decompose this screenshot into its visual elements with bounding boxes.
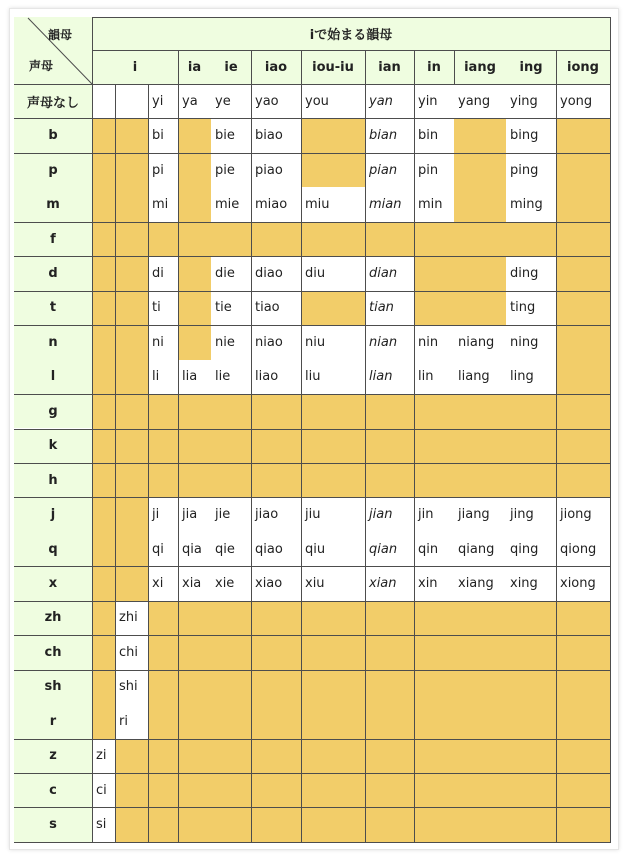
syllable-cell: ding	[506, 256, 556, 290]
initial-label-12: j	[14, 497, 92, 531]
syllable-cell: you	[301, 84, 365, 118]
syllable-cell: qi	[148, 532, 178, 566]
syllable-cell: liang	[454, 360, 506, 394]
syllable-cell: pian	[365, 153, 414, 187]
syllable-cell: bin	[414, 118, 454, 152]
syllable-cell: ci	[92, 773, 115, 807]
syllable-cell: zhi	[115, 601, 148, 635]
syllable-cell: ping	[506, 153, 556, 187]
grid-line	[14, 118, 611, 119]
syllable-cell: yi	[148, 84, 178, 118]
grid-line	[14, 429, 611, 430]
syllable-cell: nie	[211, 325, 251, 359]
syllable-cell: xie	[211, 566, 251, 600]
syllable-cell: jing	[506, 497, 556, 531]
initial-label-14: x	[14, 566, 92, 600]
grid-line	[14, 566, 611, 567]
initial-label-20: c	[14, 773, 92, 807]
initial-label-2: p	[14, 153, 92, 187]
syllable-cell: miao	[251, 187, 301, 221]
grid-line	[14, 463, 611, 464]
initial-label-21: s	[14, 807, 92, 841]
corner-initial-label: 声母	[29, 59, 54, 73]
syllable-cell: niu	[301, 325, 365, 359]
initial-label-18: r	[14, 704, 92, 738]
syllable-cell: qie	[211, 532, 251, 566]
syllable-cell: qiu	[301, 532, 365, 566]
grid-line	[454, 50, 455, 85]
syllable-cell: ting	[506, 291, 556, 325]
blank-cell	[92, 84, 115, 118]
grid-line	[14, 394, 611, 395]
syllable-cell: mian	[365, 187, 414, 221]
syllable-cell: xiu	[301, 566, 365, 600]
syllable-cell: bie	[211, 118, 251, 152]
syllable-cell: yao	[251, 84, 301, 118]
syllable-cell: bian	[365, 118, 414, 152]
syllable-cell: yin	[414, 84, 454, 118]
grid-line	[14, 739, 611, 740]
syllable-cell: ji	[148, 497, 178, 531]
syllable-cell: pie	[211, 153, 251, 187]
syllable-cell: bi	[148, 118, 178, 152]
syllable-cell: diao	[251, 256, 301, 290]
syllable-cell: xiang	[454, 566, 506, 600]
syllable-cell: lian	[365, 360, 414, 394]
syllable-cell: nian	[365, 325, 414, 359]
syllable-cell: liu	[301, 360, 365, 394]
syllable-cell: xia	[178, 566, 211, 600]
initial-label-3: m	[14, 187, 92, 221]
syllable-cell: qin	[414, 532, 454, 566]
initial-label-9: g	[14, 394, 92, 428]
grid-line	[365, 84, 366, 843]
syllable-cell: qiang	[454, 532, 506, 566]
final-header-ie: ie	[211, 50, 251, 84]
grid-line	[365, 50, 366, 85]
corner-cell	[14, 17, 92, 84]
initial-label-0: 声母なし	[14, 84, 92, 118]
syllable-cell: ying	[506, 84, 556, 118]
grid-line	[92, 50, 611, 51]
final-header-ia: ia	[178, 50, 211, 84]
syllable-cell: dian	[365, 256, 414, 290]
grid-line	[14, 807, 611, 808]
grid-line	[610, 17, 611, 843]
syllable-cell: lia	[178, 360, 211, 394]
syllable-cell: si	[92, 807, 115, 841]
syllable-cell: xiong	[556, 566, 610, 600]
syllable-cell: xin	[414, 566, 454, 600]
initial-label-4: f	[14, 222, 92, 256]
syllable-cell: jia	[178, 497, 211, 531]
syllable-cell: yong	[556, 84, 610, 118]
syllable-cell: qiong	[556, 532, 610, 566]
grid-line	[148, 84, 149, 843]
syllable-cell: liao	[251, 360, 301, 394]
syllable-cell: biao	[251, 118, 301, 152]
syllable-cell: jiao	[251, 497, 301, 531]
initial-label-13: q	[14, 532, 92, 566]
syllable-cell: mie	[211, 187, 251, 221]
syllable-cell: die	[211, 256, 251, 290]
grid-line	[14, 497, 611, 498]
final-header-i: i	[92, 50, 178, 84]
initial-label-17: sh	[14, 670, 92, 704]
syllable-cell: qian	[365, 532, 414, 566]
initial-label-5: d	[14, 256, 92, 290]
grid-line	[414, 50, 415, 85]
grid-line	[92, 17, 93, 85]
syllable-cell: jiu	[301, 497, 365, 531]
final-header-iang: iang	[454, 50, 506, 84]
grid-line	[178, 50, 179, 85]
initial-label-7: n	[14, 325, 92, 359]
syllable-cell: ye	[211, 84, 251, 118]
grid-line	[92, 84, 93, 843]
syllable-cell: ning	[506, 325, 556, 359]
initial-label-19: z	[14, 739, 92, 773]
syllable-cell: ti	[148, 291, 178, 325]
syllable-cell: tiao	[251, 291, 301, 325]
syllable-cell: shi	[115, 670, 148, 704]
initial-label-16: ch	[14, 635, 92, 669]
grid-line	[251, 50, 252, 85]
grid-line	[14, 256, 611, 257]
grid-line	[14, 325, 611, 326]
initial-label-6: t	[14, 291, 92, 325]
final-header-iouiu: iou-iu	[301, 50, 365, 84]
syllable-cell: jiang	[454, 497, 506, 531]
syllable-cell: ya	[178, 84, 211, 118]
syllable-cell: tian	[365, 291, 414, 325]
syllable-cell: lin	[414, 360, 454, 394]
syllable-cell: jiong	[556, 497, 610, 531]
syllable-cell: jie	[211, 497, 251, 531]
syllable-cell: pi	[148, 153, 178, 187]
grid-line	[14, 635, 611, 636]
syllable-cell: ling	[506, 360, 556, 394]
blank-cell	[115, 84, 148, 118]
initial-label-8: l	[14, 360, 92, 394]
syllable-cell: bing	[506, 118, 556, 152]
grid-line	[14, 842, 611, 843]
syllable-cell: qia	[178, 532, 211, 566]
grid-line	[115, 84, 116, 843]
syllable-cell: yang	[454, 84, 506, 118]
syllable-cell: min	[414, 187, 454, 221]
initial-label-1: b	[14, 118, 92, 152]
group-header: iで始まる韻母	[92, 17, 610, 50]
syllable-cell: ni	[148, 325, 178, 359]
final-header-iao: iao	[251, 50, 301, 84]
syllable-cell: miu	[301, 187, 365, 221]
syllable-cell: lie	[211, 360, 251, 394]
grid-line	[556, 84, 557, 843]
syllable-cell: di	[148, 256, 178, 290]
syllable-cell: pin	[414, 153, 454, 187]
grid-line	[14, 601, 611, 602]
corner-final-label: 韻母	[48, 28, 73, 42]
syllable-cell: qiao	[251, 532, 301, 566]
final-header-ing: ing	[506, 50, 556, 84]
syllable-cell: piao	[251, 153, 301, 187]
syllable-cell: jin	[414, 497, 454, 531]
syllable-cell: diu	[301, 256, 365, 290]
grid-line	[14, 153, 611, 154]
syllable-cell: mi	[148, 187, 178, 221]
grid-line	[14, 222, 611, 223]
grid-line	[14, 84, 611, 85]
syllable-cell: ri	[115, 704, 148, 738]
initial-label-15: zh	[14, 601, 92, 635]
syllable-cell: xiao	[251, 566, 301, 600]
final-header-iong: iong	[556, 50, 610, 84]
initial-label-10: k	[14, 429, 92, 463]
grid-line	[301, 50, 302, 85]
syllable-cell: niang	[454, 325, 506, 359]
final-header-ian: ian	[365, 50, 414, 84]
grid-line	[556, 50, 557, 85]
syllable-cell: li	[148, 360, 178, 394]
syllable-cell: nin	[414, 325, 454, 359]
grid-line	[92, 17, 611, 18]
syllable-cell: chi	[115, 635, 148, 669]
syllable-cell: zi	[92, 739, 115, 773]
pinyin-table	[14, 17, 610, 840]
syllable-cell: xi	[148, 566, 178, 600]
syllable-cell: xian	[365, 566, 414, 600]
syllable-cell: tie	[211, 291, 251, 325]
grid-line	[301, 84, 302, 843]
grid-line	[178, 84, 179, 843]
grid-line	[14, 773, 611, 774]
syllable-cell: ming	[506, 187, 556, 221]
grid-line	[251, 84, 252, 843]
final-header-in: in	[414, 50, 454, 84]
syllable-cell: jian	[365, 497, 414, 531]
grid-line	[14, 670, 611, 671]
grid-line	[14, 291, 611, 292]
syllable-cell: niao	[251, 325, 301, 359]
syllable-cell: qing	[506, 532, 556, 566]
syllable-cell: xing	[506, 566, 556, 600]
syllable-cell: yan	[365, 84, 414, 118]
grid-line	[414, 84, 415, 843]
initial-label-11: h	[14, 463, 92, 497]
